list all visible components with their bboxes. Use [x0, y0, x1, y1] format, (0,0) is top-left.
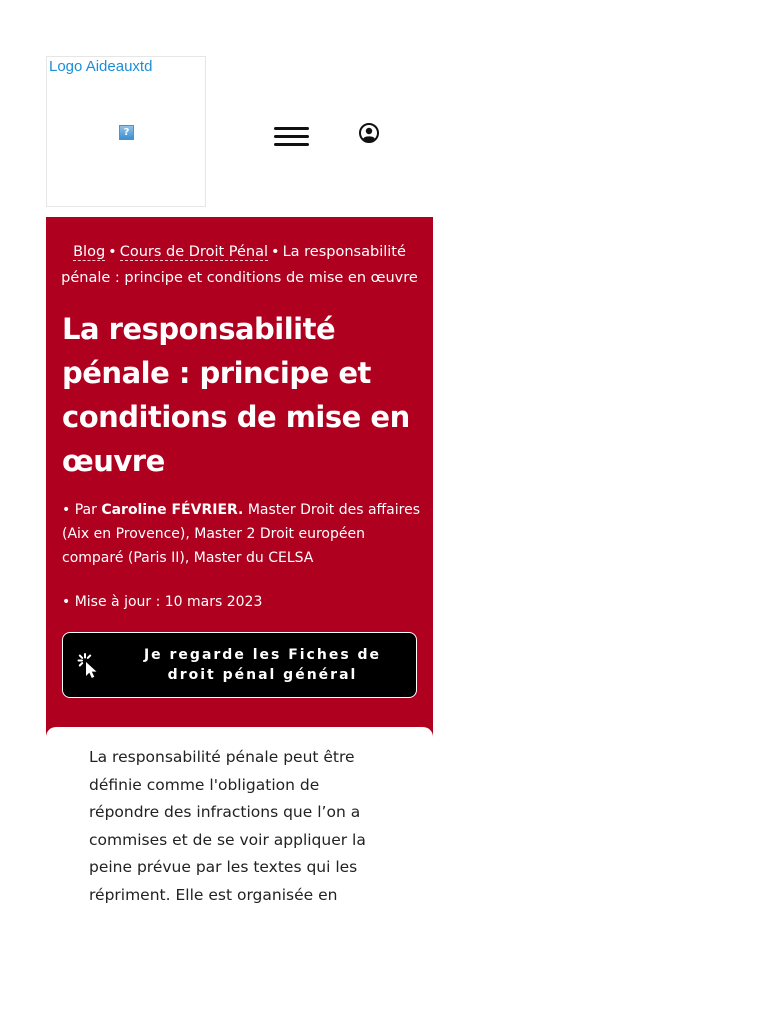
article-content: [46, 727, 433, 937]
breadcrumb: [56, 239, 423, 291]
article-intro: La responsabilité pénale peut être définie comme l'obligation de répondre des infractions que l’on a commises et de se voir appliquer la peine prévue par les textes qui les répriment. Elle est organisée en: [89, 748, 366, 904]
author-name: Caroline FÉVRIER.: [101, 502, 244, 518]
article-hero: [46, 217, 433, 750]
author-byline: [62, 498, 424, 570]
updated-date: • Mise à jour : 10 mars 2023: [62, 594, 263, 610]
breadcrumb-current: La responsabilité pénale : principe et conditions de mise en œuvre: [61, 244, 418, 286]
breadcrumb-separator: •: [108, 244, 117, 260]
cta-label: Je regarde les Fiches de droit pénal général: [143, 647, 382, 683]
user-circle-icon[interactable]: [358, 122, 380, 144]
breadcrumb-category-link[interactable]: Cours de Droit Pénal: [119, 244, 269, 260]
logo-alt-text[interactable]: Logo Aideauxtd: [49, 58, 153, 75]
fiches-cta-button[interactable]: [62, 632, 417, 698]
breadcrumb-blog-link[interactable]: Blog: [73, 244, 106, 260]
author-credentials: Master Droit des affaires (Aix en Provence), Master 2 Droit européen comparé (Paris II), Master du CELSA: [62, 502, 421, 566]
pointer-click-icon: [77, 653, 101, 679]
breadcrumb-separator: •: [271, 244, 280, 260]
site-logo[interactable]: [46, 56, 206, 207]
author-prefix: • Par: [62, 502, 97, 518]
broken-image-icon: ?: [119, 125, 134, 140]
page-title: La responsabilité pénale : principe et conditions de mise en œuvre: [62, 312, 410, 478]
hamburger-menu-icon[interactable]: [274, 125, 309, 149]
